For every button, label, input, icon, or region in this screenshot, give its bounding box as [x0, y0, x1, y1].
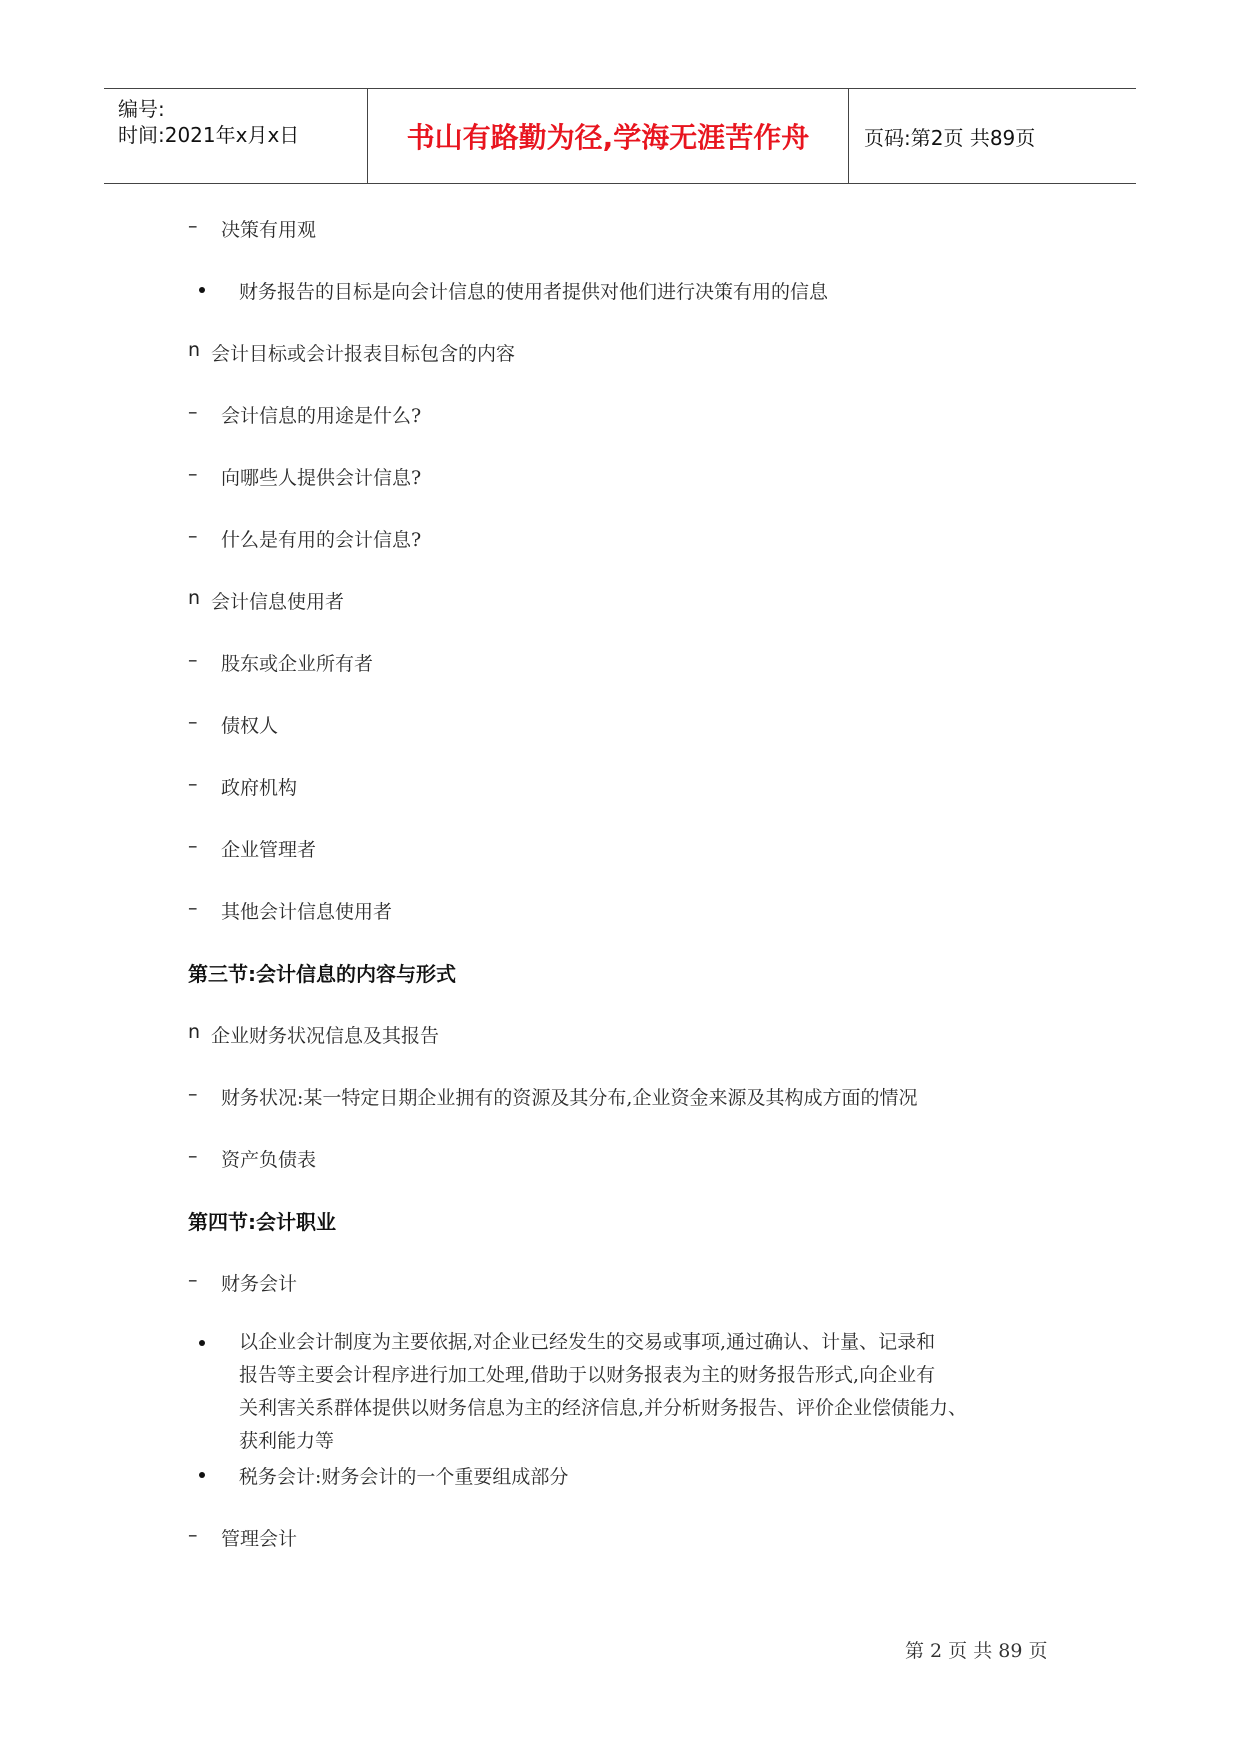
n-marker: n	[188, 339, 201, 361]
dash-marker: –	[188, 525, 198, 547]
list-item: 会计信息使用者	[211, 591, 345, 613]
bullet-icon	[199, 1472, 205, 1478]
dash-marker: –	[188, 215, 198, 237]
list-item: 财务会计	[221, 1273, 298, 1295]
dash-marker: –	[188, 711, 198, 733]
list-item: 财务报告的目标是向会计信息的使用者提供对他们进行决策有用的信息	[239, 281, 829, 303]
bullet-icon	[199, 287, 205, 293]
list-item: 企业财务状况信息及其报告	[211, 1025, 440, 1047]
paragraph-line: 以企业会计制度为主要依据,对企业已经发生的交易或事项,通过确认、计量、记录和	[239, 1331, 936, 1353]
list-item: 税务会计:财务会计的一个重要组成部分	[239, 1466, 569, 1488]
dash-marker: –	[188, 1083, 198, 1105]
list-item: 企业管理者	[221, 839, 317, 861]
bullet-icon	[199, 1340, 205, 1346]
dash-marker: –	[188, 649, 198, 671]
paragraph-line: 关利害关系群体提供以财务信息为主的经济信息,并分析财务报告、评价企业偿债能力、	[239, 1397, 968, 1419]
document-time-label: 时间:2021年x月x日	[118, 123, 300, 147]
paragraph-line: 获利能力等	[239, 1430, 335, 1452]
list-item: 股东或企业所有者	[221, 653, 374, 675]
dash-marker: –	[188, 463, 198, 485]
dash-marker: –	[188, 1524, 198, 1546]
section-heading: 第四节:会计职业	[188, 1210, 336, 1234]
motto-text: 书山有路勤为径,学海无涯苦作舟	[406, 121, 810, 154]
header-page-code: 页码:第2页 共89页	[864, 125, 1036, 150]
list-item: 管理会计	[221, 1528, 298, 1550]
dash-marker: –	[188, 835, 198, 857]
dash-marker: –	[188, 1145, 198, 1167]
list-item: 财务状况:某一特定日期企业拥有的资源及其分布,企业资金来源及其构成方面的情况	[221, 1087, 918, 1109]
list-item: 债权人	[221, 715, 279, 737]
dash-marker: –	[188, 1269, 198, 1291]
dash-marker: –	[188, 401, 198, 423]
list-item: 其他会计信息使用者	[221, 901, 393, 923]
document-number-label: 编号:	[118, 97, 165, 121]
n-marker: n	[188, 587, 201, 609]
list-item: 资产负债表	[221, 1149, 317, 1171]
list-item: 什么是有用的会计信息?	[221, 529, 422, 551]
list-item: 政府机构	[221, 777, 298, 799]
dash-marker: –	[188, 773, 198, 795]
paragraph-line: 报告等主要会计程序进行加工处理,借助于以财务报表为主的财务报告形式,向企业有	[239, 1364, 936, 1386]
list-item: 会计信息的用途是什么?	[221, 405, 422, 427]
list-item: 会计目标或会计报表目标包含的内容	[211, 343, 516, 365]
page-footer: 第 2 页 共 89 页	[905, 1640, 1048, 1662]
bullet-paragraph	[239, 1326, 967, 1458]
section-heading: 第三节:会计信息的内容与形式	[188, 962, 456, 986]
list-item: 决策有用观	[221, 219, 317, 241]
n-marker: n	[188, 1021, 201, 1043]
list-item: 向哪些人提供会计信息?	[221, 467, 422, 489]
dash-marker: –	[188, 897, 198, 919]
